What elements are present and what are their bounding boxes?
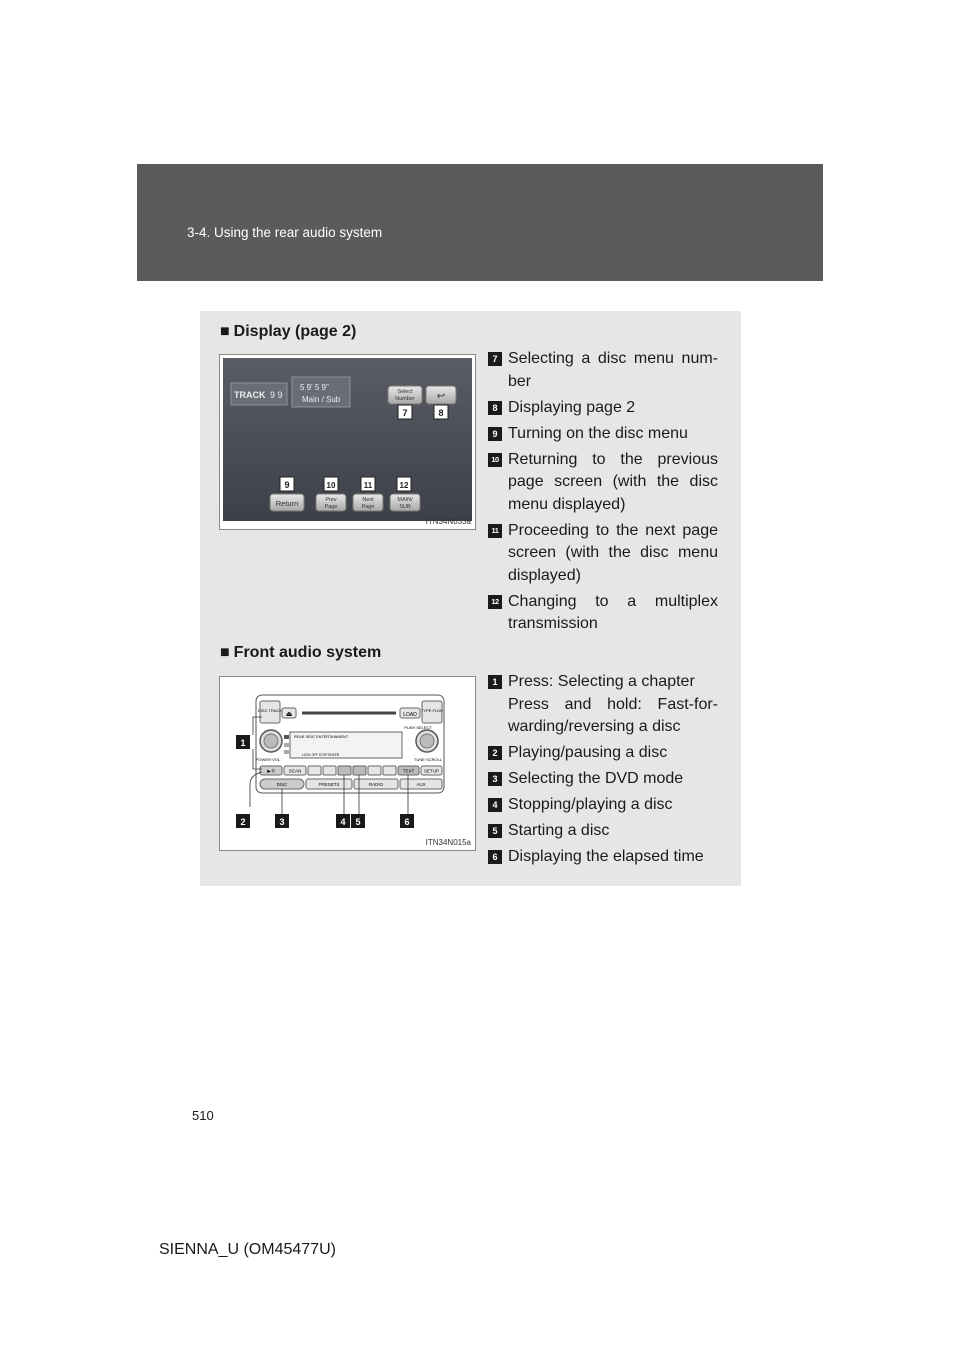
svg-text:LOAD: LOAD [403, 712, 417, 718]
select-number-line2: Number [395, 396, 415, 402]
front-audio-title: Front audio system [233, 644, 382, 661]
number-badge: 4 [488, 798, 502, 812]
number-badge: 12 [488, 595, 502, 609]
figure-code-033a: ITN34N033a [425, 517, 471, 526]
track-label: TRACK [234, 390, 266, 400]
svg-text:RADIO: RADIO [368, 782, 384, 787]
page-number: 510 [192, 1108, 214, 1123]
number-badge: 8 [488, 401, 502, 415]
list-item: 11 Proceeding to the next page screen (with the disc menu displayed) [488, 520, 718, 588]
list-item: 4 Stopping/playing a disc [488, 794, 718, 817]
list-item: 2 Playing/pausing a disc [488, 742, 718, 765]
callout-5: 5 [355, 817, 361, 827]
stop-button [338, 766, 351, 775]
svg-text:AUX: AUX [416, 782, 426, 787]
callout-8: 8 [438, 408, 444, 418]
front-audio-list [488, 671, 718, 872]
callout-2: 2 [240, 817, 246, 827]
number-badge: 10 [488, 453, 502, 467]
svg-text:DISC TRACK: DISC TRACK [257, 708, 283, 713]
svg-text:SUB: SUB [399, 504, 411, 510]
svg-text:SETUP: SETUP [423, 768, 440, 774]
list-item: 8 Displaying page 2 [488, 397, 718, 420]
callout-10: 10 [326, 481, 336, 490]
svg-text:LOCK OFF STOP ENTER: LOCK OFF STOP ENTER [302, 753, 340, 757]
display-page2-heading [220, 323, 356, 341]
svg-text:TUNE·SCROLL: TUNE·SCROLL [413, 757, 443, 762]
list-item: 5 Starting a disc [488, 820, 718, 843]
back-arrow-icon: ↩ [436, 391, 446, 402]
display-page2-figure [219, 354, 476, 530]
svg-text:Page: Page [361, 504, 375, 510]
list-item: 3 Selecting the DVD mode [488, 768, 718, 791]
section-header-bar [137, 164, 823, 281]
svg-text:TEXT: TEXT [402, 768, 415, 774]
list-item: 12 Changing to a multiplex transmission [488, 591, 718, 636]
svg-text:PRESETS: PRESETS [318, 782, 340, 787]
svg-text:PUSH SELECT: PUSH SELECT [404, 725, 432, 730]
display-page2-list [488, 348, 718, 639]
callout-9: 9 [284, 480, 290, 490]
number-badge: 2 [488, 746, 502, 760]
front-audio-heading [220, 644, 381, 662]
svg-text:▶·II: ▶·II [267, 769, 275, 775]
select-number-line1: Select [397, 389, 413, 395]
display-page2-title: Display (page 2) [233, 323, 357, 340]
bullet-square-icon: ■ [220, 323, 230, 340]
front-panel-illustration [220, 677, 475, 850]
svg-text:TYPE FLDR: TYPE FLDR [420, 708, 444, 713]
manual-footer: SIENNA_U (OM45477U) [159, 1241, 336, 1258]
svg-text:MAIN/: MAIN/ [397, 497, 413, 503]
callout-3: 3 [279, 817, 285, 827]
list-item: 7 Selecting a disc menu num-ber [488, 348, 718, 393]
number-badge: 6 [488, 850, 502, 864]
callout-1: 1 [240, 738, 246, 748]
eject-icon: ⏏ [285, 710, 293, 718]
svg-text:Page: Page [324, 504, 338, 510]
svg-text:DISC: DISC [276, 782, 288, 787]
list-item: 6 Displaying the elapsed time [488, 846, 718, 869]
svg-text:Prev: Prev [325, 497, 337, 503]
number-badge: 3 [488, 772, 502, 786]
callout-12: 12 [399, 481, 409, 490]
svg-text:POWER·VOL: POWER·VOL [255, 757, 281, 762]
return-button-label: Return [275, 499, 299, 508]
number-badge: 9 [488, 427, 502, 441]
list-item: 9 Turning on the disc menu [488, 423, 718, 446]
bullet-square-icon: ■ [220, 644, 230, 661]
svg-text:Next: Next [362, 497, 374, 503]
enter-button [353, 766, 366, 775]
dvd-screen-illustration [220, 355, 475, 529]
number-badge: 7 [488, 352, 502, 366]
time-value: 5 9' 5 9" [300, 383, 329, 392]
callout-7: 7 [402, 408, 408, 418]
number-badge: 1 [488, 675, 502, 689]
section-header-title: 3-4. Using the rear audio system [187, 225, 383, 240]
list-item: 10 Returning to the previous page screen (with the disc menu displayed) [488, 449, 718, 517]
track-value: 9 9 [270, 390, 283, 400]
svg-text:SCAN: SCAN [288, 768, 302, 774]
front-audio-figure [219, 676, 476, 851]
callout-11: 11 [363, 481, 373, 490]
content-panel [200, 311, 741, 886]
main-sub-label: Main / Sub [302, 395, 341, 404]
svg-text:REAR SEAT ENTERTAINMENT: REAR SEAT ENTERTAINMENT [294, 735, 349, 739]
list-item: 1 Press: Selecting a chapter Press and hold: Fast-for-warding/reversing a disc [488, 671, 718, 739]
number-badge: 5 [488, 824, 502, 838]
callout-4: 4 [340, 817, 346, 827]
number-badge: 11 [488, 524, 502, 538]
callout-6: 6 [404, 817, 410, 827]
figure-code-015a: ITN34N015a [425, 838, 471, 847]
